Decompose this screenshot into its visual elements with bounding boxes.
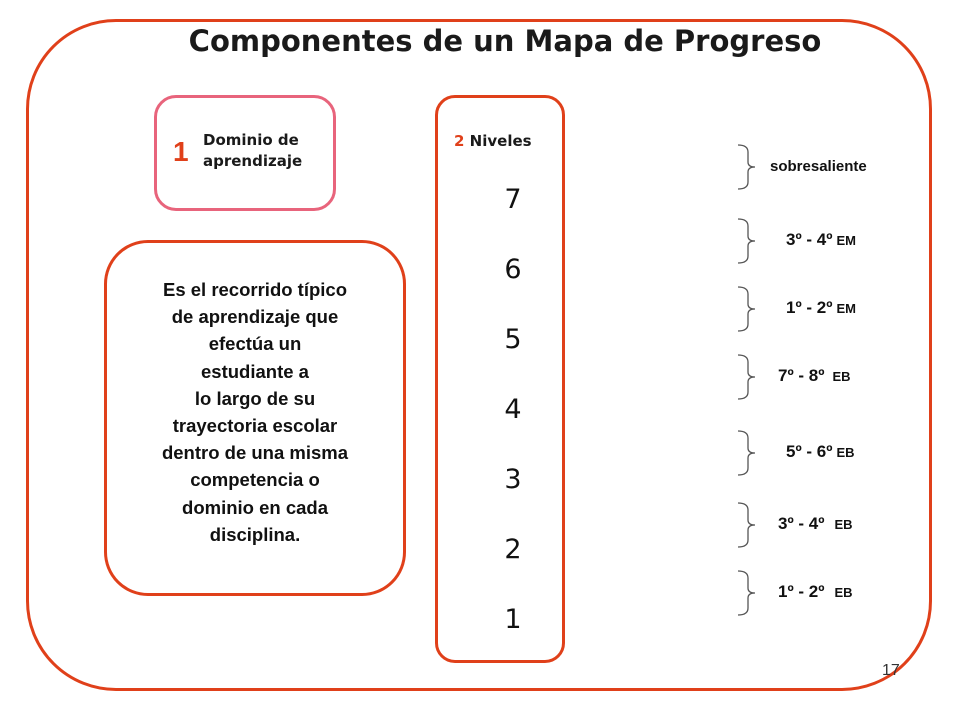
grade-label xyxy=(786,442,855,462)
level-7: 7 xyxy=(504,184,522,215)
grade-range: 3º - 4º xyxy=(778,514,825,533)
level-2: 2 xyxy=(504,534,522,565)
brace-icon xyxy=(736,144,756,190)
levels-header xyxy=(454,132,532,150)
grade-range: 7º - 8º xyxy=(778,366,825,385)
grade-level-suffix: EB xyxy=(834,517,853,532)
component-number-1: 1 xyxy=(173,136,189,167)
brace-icon xyxy=(736,218,756,264)
brace-icon xyxy=(736,570,756,616)
level-4: 4 xyxy=(504,394,522,425)
page-title: Componentes de un Mapa de Progreso xyxy=(188,24,822,58)
component-label-line: aprendizaje xyxy=(203,152,303,170)
description-text xyxy=(113,276,397,548)
component-dominio-box xyxy=(154,95,336,211)
grade-label xyxy=(786,230,856,250)
grade-level-suffix: EM xyxy=(836,301,856,316)
description-line: lo largo de su xyxy=(194,387,316,409)
description-line: competencia o xyxy=(190,469,320,491)
brace-icon xyxy=(736,502,756,548)
description-line: dentro de una misma xyxy=(161,442,349,464)
grade-label: sobresaliente xyxy=(770,158,867,175)
level-3: 3 xyxy=(504,464,522,495)
grade-label xyxy=(778,582,853,602)
description-line: dominio en cada xyxy=(182,496,328,518)
page-number: 17 xyxy=(882,662,900,679)
grade-range: 3º - 4º xyxy=(786,230,833,249)
grade-range: 1º - 2º xyxy=(786,298,833,317)
grade-level-suffix: EM xyxy=(836,233,856,248)
level-5: 5 xyxy=(504,324,522,355)
component-label-dominio xyxy=(203,130,302,172)
grade-level-suffix: EB xyxy=(832,369,851,384)
description-line: de aprendizaje que xyxy=(171,306,339,328)
levels-label: Niveles xyxy=(469,132,532,150)
description-line: disciplina. xyxy=(209,523,301,545)
brace-icon xyxy=(736,286,756,332)
description-line: efectúa un xyxy=(208,333,302,355)
description-line: trayectoria escolar xyxy=(172,415,338,437)
grade-range: 1º - 2º xyxy=(778,582,825,601)
grade-label xyxy=(778,514,853,534)
grade-label xyxy=(778,366,851,386)
grade-level-suffix: EB xyxy=(834,585,853,600)
component-label-line: Dominio de xyxy=(203,131,299,149)
brace-icon xyxy=(736,354,756,400)
level-6: 6 xyxy=(504,254,522,285)
description-line: estudiante a xyxy=(201,360,309,382)
level-1: 1 xyxy=(504,604,522,635)
description-box xyxy=(104,240,406,596)
grade-label xyxy=(786,298,856,318)
grade-range: 5º - 6º xyxy=(786,442,833,461)
brace-icon xyxy=(736,430,756,476)
description-line: Es el recorrido típico xyxy=(162,279,348,300)
component-number-2: 2 xyxy=(454,132,465,150)
levels-box xyxy=(435,95,565,663)
grade-level-suffix: EB xyxy=(836,445,855,460)
